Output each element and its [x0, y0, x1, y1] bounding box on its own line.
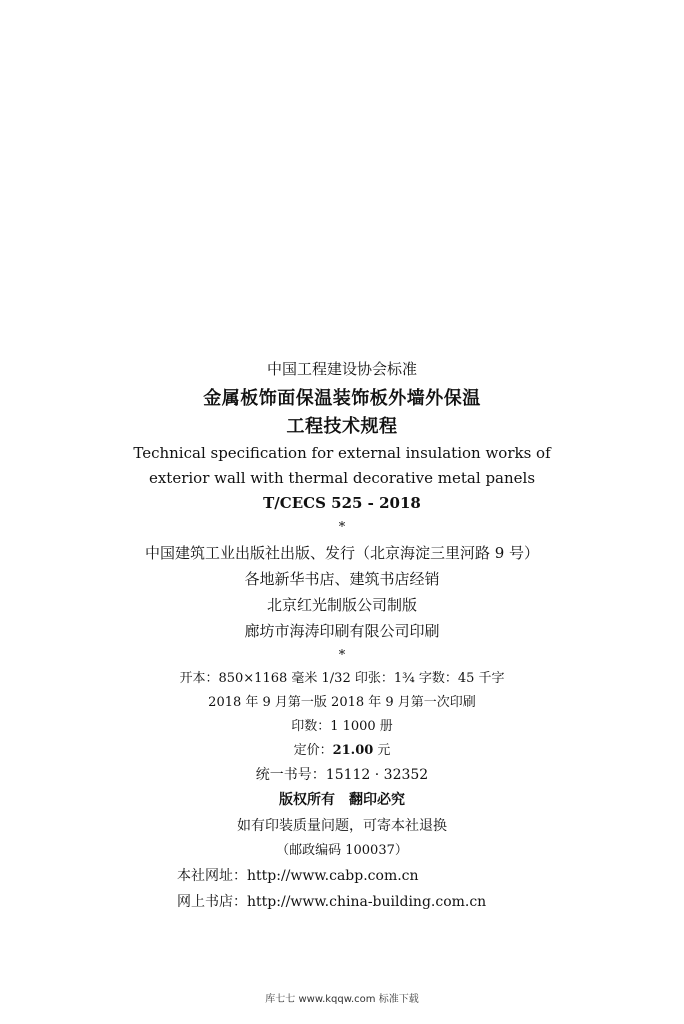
rights-statement	[0, 793, 684, 807]
postcode: （邮政编码 100037）	[276, 843, 408, 858]
printer-line: 廊坊市海涛印刷有限公司印刷	[244, 622, 440, 640]
price-unit: 元	[373, 743, 391, 758]
separator-asterisk: *	[338, 520, 346, 535]
separator-asterisk: *	[338, 648, 346, 663]
publisher-line: 中国建筑工业出版社出版、发行（北京海淀三里河路 9 号）	[144, 544, 540, 562]
chinese-title-line-2: 工程技术规程	[286, 416, 398, 437]
price-value: 21.00	[332, 743, 374, 758]
edition-info: 2018 年 9 月第一版 2018 年 9 月第一次印刷	[208, 695, 476, 710]
price-line	[0, 744, 684, 757]
chinese-title-line-1: 金属板饰面保温装饰板外墙外保温	[203, 388, 481, 409]
print-run: 印数：1 1000 册	[291, 719, 393, 734]
platemaker-line: 北京红光制版公司制版	[266, 596, 417, 614]
price-label: 定价：	[293, 743, 333, 758]
standard-code: T/CECS 525 - 2018	[263, 494, 421, 512]
footer-watermark: 库七七 www.kqqw.com 标准下载	[265, 994, 419, 1005]
format-specs: 开本：850×1168 毫米 1/32 印张：1¾ 字数：45 千字	[179, 671, 505, 686]
rights-reserved: 版权所有	[279, 792, 335, 808]
reproduction-prohibited: 翻印必究	[349, 792, 405, 808]
return-notice: 如有印装质量问题，可寄本社退换	[237, 818, 447, 834]
distributor-line: 各地新华书店、建筑书店经销	[244, 570, 440, 588]
english-title-line-2: exterior wall with thermal decorative metal panels	[148, 469, 536, 487]
book-number: 统一书号：15112 · 32352	[255, 767, 429, 783]
publisher-website: 本社网址：http://www.cabp.com.cn	[177, 868, 419, 884]
standard-organization: 中国工程建设协会标准	[266, 360, 417, 378]
online-bookstore: 网上书店：http://www.china-building.com.cn	[177, 894, 487, 910]
english-title-line-1: Technical specification for external insulation works of	[133, 444, 551, 462]
